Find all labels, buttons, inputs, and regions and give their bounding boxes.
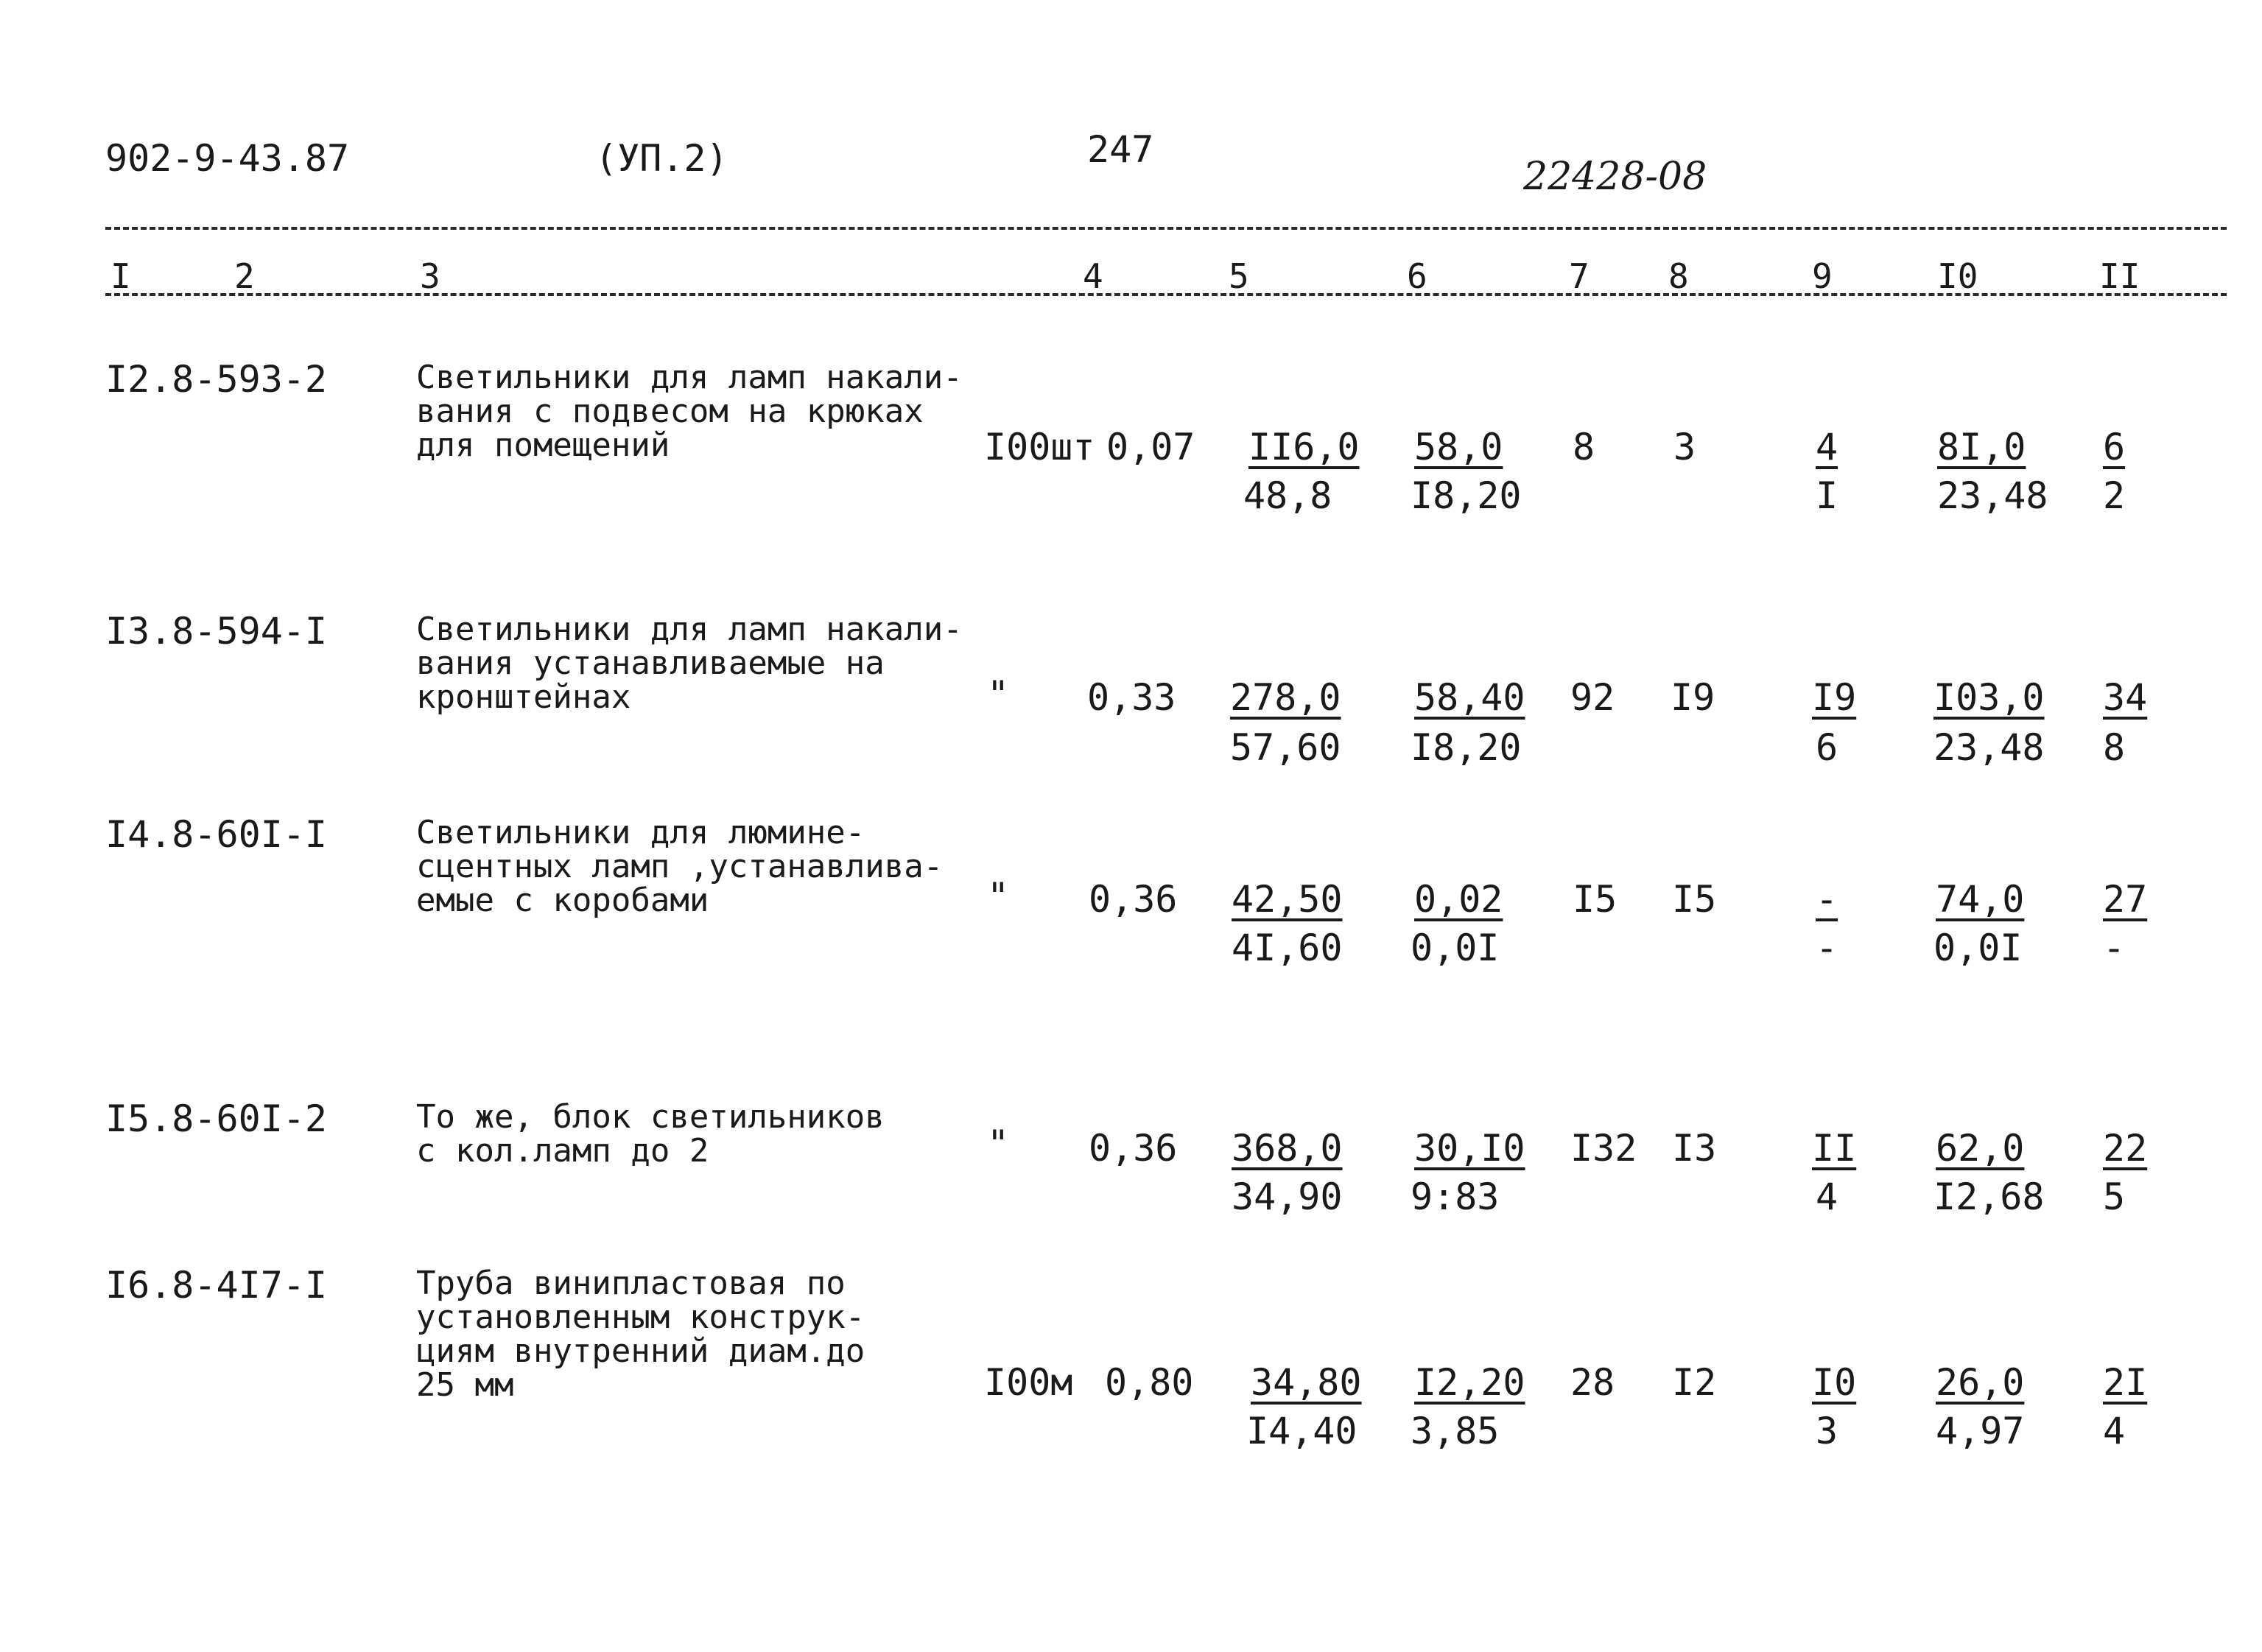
row-code: I6.8-4I7-I xyxy=(105,1264,328,1307)
row-unit: I00м xyxy=(984,1361,1073,1404)
col9-top-value: I0 xyxy=(1812,1361,1857,1404)
page-number: 247 xyxy=(1087,128,1154,171)
col11-top-value: 2I xyxy=(2103,1361,2148,1404)
column-header: 6 xyxy=(1407,256,1427,296)
col11-bottom-value: 2 xyxy=(2103,474,2126,517)
col10-bottom-value: 23,48 xyxy=(1933,726,2045,769)
col9-bottom-value: 4 xyxy=(1816,1175,1838,1218)
col9-bottom-value: 3 xyxy=(1816,1410,1838,1452)
column-header: I xyxy=(110,256,131,296)
col10-bottom-value: I2,68 xyxy=(1933,1175,2045,1218)
col10-bottom-value: 0,0I xyxy=(1933,927,2023,969)
col5-bottom-value: 57,60 xyxy=(1230,726,1341,769)
col9-top-value: 4 xyxy=(1816,426,1838,468)
col10-top-value: 74,0 xyxy=(1936,878,2025,921)
col5-top-value: 42,50 xyxy=(1232,878,1343,921)
col9-top-value: I9 xyxy=(1812,676,1857,719)
col11-bottom-value: 8 xyxy=(2103,726,2126,769)
column-header: 5 xyxy=(1229,256,1249,296)
col9-bottom-value: I xyxy=(1816,474,1838,517)
col9-bottom-value: 6 xyxy=(1816,726,1838,769)
column-header-divider xyxy=(105,293,2227,296)
header-divider xyxy=(105,227,2227,230)
col5-bottom-value: 4I,60 xyxy=(1232,927,1343,969)
row-quantity: 0,36 xyxy=(1089,1127,1178,1170)
col6-bottom-value: 3,85 xyxy=(1411,1410,1500,1452)
col5-bottom-value: 48,8 xyxy=(1243,474,1332,517)
column-header: 3 xyxy=(420,256,440,296)
row-quantity: 0,07 xyxy=(1106,426,1195,468)
column-header: II xyxy=(2099,256,2140,296)
col6-top-value: 58,40 xyxy=(1414,676,1525,719)
col7-value: I5 xyxy=(1573,878,1618,921)
section-label: (УП.2) xyxy=(595,137,728,180)
col5-bottom-value: 34,90 xyxy=(1232,1175,1343,1218)
col7-value: I32 xyxy=(1570,1127,1637,1170)
row-unit: " xyxy=(987,875,1010,918)
row-code: I3.8-594-I xyxy=(105,610,328,653)
column-header: I0 xyxy=(1937,256,1978,296)
row-description: То же, блок светильников с кол.ламп до 2 xyxy=(416,1098,885,1170)
column-header: 7 xyxy=(1569,256,1590,296)
column-header: 8 xyxy=(1668,256,1689,296)
col8-value: I5 xyxy=(1672,878,1717,921)
row-unit: " xyxy=(987,673,1010,716)
col11-top-value: 6 xyxy=(2103,426,2126,468)
col8-value: 3 xyxy=(1673,426,1696,468)
col6-top-value: I2,20 xyxy=(1414,1361,1525,1404)
handwritten-code: 22428-08 xyxy=(1523,155,1707,199)
column-header: 9 xyxy=(1812,256,1833,296)
col6-top-value: 58,0 xyxy=(1414,426,1503,468)
col11-bottom-value: 5 xyxy=(2103,1175,2126,1218)
row-description: Труба винипластовая по установленным конструк- циям внутренний диам.до 25 мм xyxy=(416,1265,865,1404)
document-number: 902-9-43.87 xyxy=(105,137,350,180)
row-code: I2.8-593-2 xyxy=(105,358,328,401)
col5-top-value: 368,0 xyxy=(1232,1127,1343,1170)
row-description: Светильники для ламп накали- вания с подвесом на крюках для помещений xyxy=(416,359,963,464)
col7-value: 8 xyxy=(1573,426,1595,468)
row-quantity: 0,80 xyxy=(1105,1361,1194,1404)
col6-top-value: 0,02 xyxy=(1414,878,1503,921)
column-header: 2 xyxy=(234,256,255,296)
col11-top-value: 34 xyxy=(2103,676,2148,719)
col10-top-value: 8I,0 xyxy=(1937,426,2026,468)
col6-bottom-value: I8,20 xyxy=(1411,726,1522,769)
row-unit: I00шт xyxy=(984,426,1095,468)
col11-bottom-value: - xyxy=(2103,927,2126,969)
row-description: Светильники для люмине- сцентных ламп ,устанавлива- емые с коробами xyxy=(416,814,944,919)
col9-bottom-value: - xyxy=(1816,927,1838,969)
col10-top-value: 62,0 xyxy=(1936,1127,2025,1170)
col7-value: 92 xyxy=(1570,676,1615,719)
row-code: I4.8-60I-I xyxy=(105,813,328,856)
row-description: Светильники для ламп накали- вания устанавливаемые на кронштейнах xyxy=(416,611,963,716)
col6-top-value: 30,I0 xyxy=(1414,1127,1525,1170)
col6-bottom-value: 0,0I xyxy=(1411,927,1500,969)
col10-top-value: I03,0 xyxy=(1933,676,2045,719)
row-code: I5.8-60I-2 xyxy=(105,1097,328,1140)
col11-top-value: 22 xyxy=(2103,1127,2148,1170)
col10-bottom-value: 23,48 xyxy=(1937,474,2048,517)
col11-top-value: 27 xyxy=(2103,878,2148,921)
col10-top-value: 26,0 xyxy=(1936,1361,2025,1404)
col5-bottom-value: I4,40 xyxy=(1246,1410,1357,1452)
col8-value: I9 xyxy=(1671,676,1715,719)
row-quantity: 0,33 xyxy=(1087,676,1176,719)
col9-top-value: - xyxy=(1816,878,1838,921)
col7-value: 28 xyxy=(1570,1361,1615,1404)
row-unit: " xyxy=(987,1122,1010,1165)
col5-top-value: II6,0 xyxy=(1248,426,1360,468)
col5-top-value: 34,80 xyxy=(1251,1361,1362,1404)
col5-top-value: 278,0 xyxy=(1230,676,1341,719)
column-header: 4 xyxy=(1083,256,1103,296)
col6-bottom-value: 9:83 xyxy=(1411,1175,1500,1218)
col10-bottom-value: 4,97 xyxy=(1936,1410,2025,1452)
col9-top-value: II xyxy=(1812,1127,1857,1170)
col11-bottom-value: 4 xyxy=(2103,1410,2126,1452)
col8-value: I3 xyxy=(1672,1127,1717,1170)
row-quantity: 0,36 xyxy=(1089,878,1178,921)
col8-value: I2 xyxy=(1672,1361,1717,1404)
col6-bottom-value: I8,20 xyxy=(1411,474,1522,517)
